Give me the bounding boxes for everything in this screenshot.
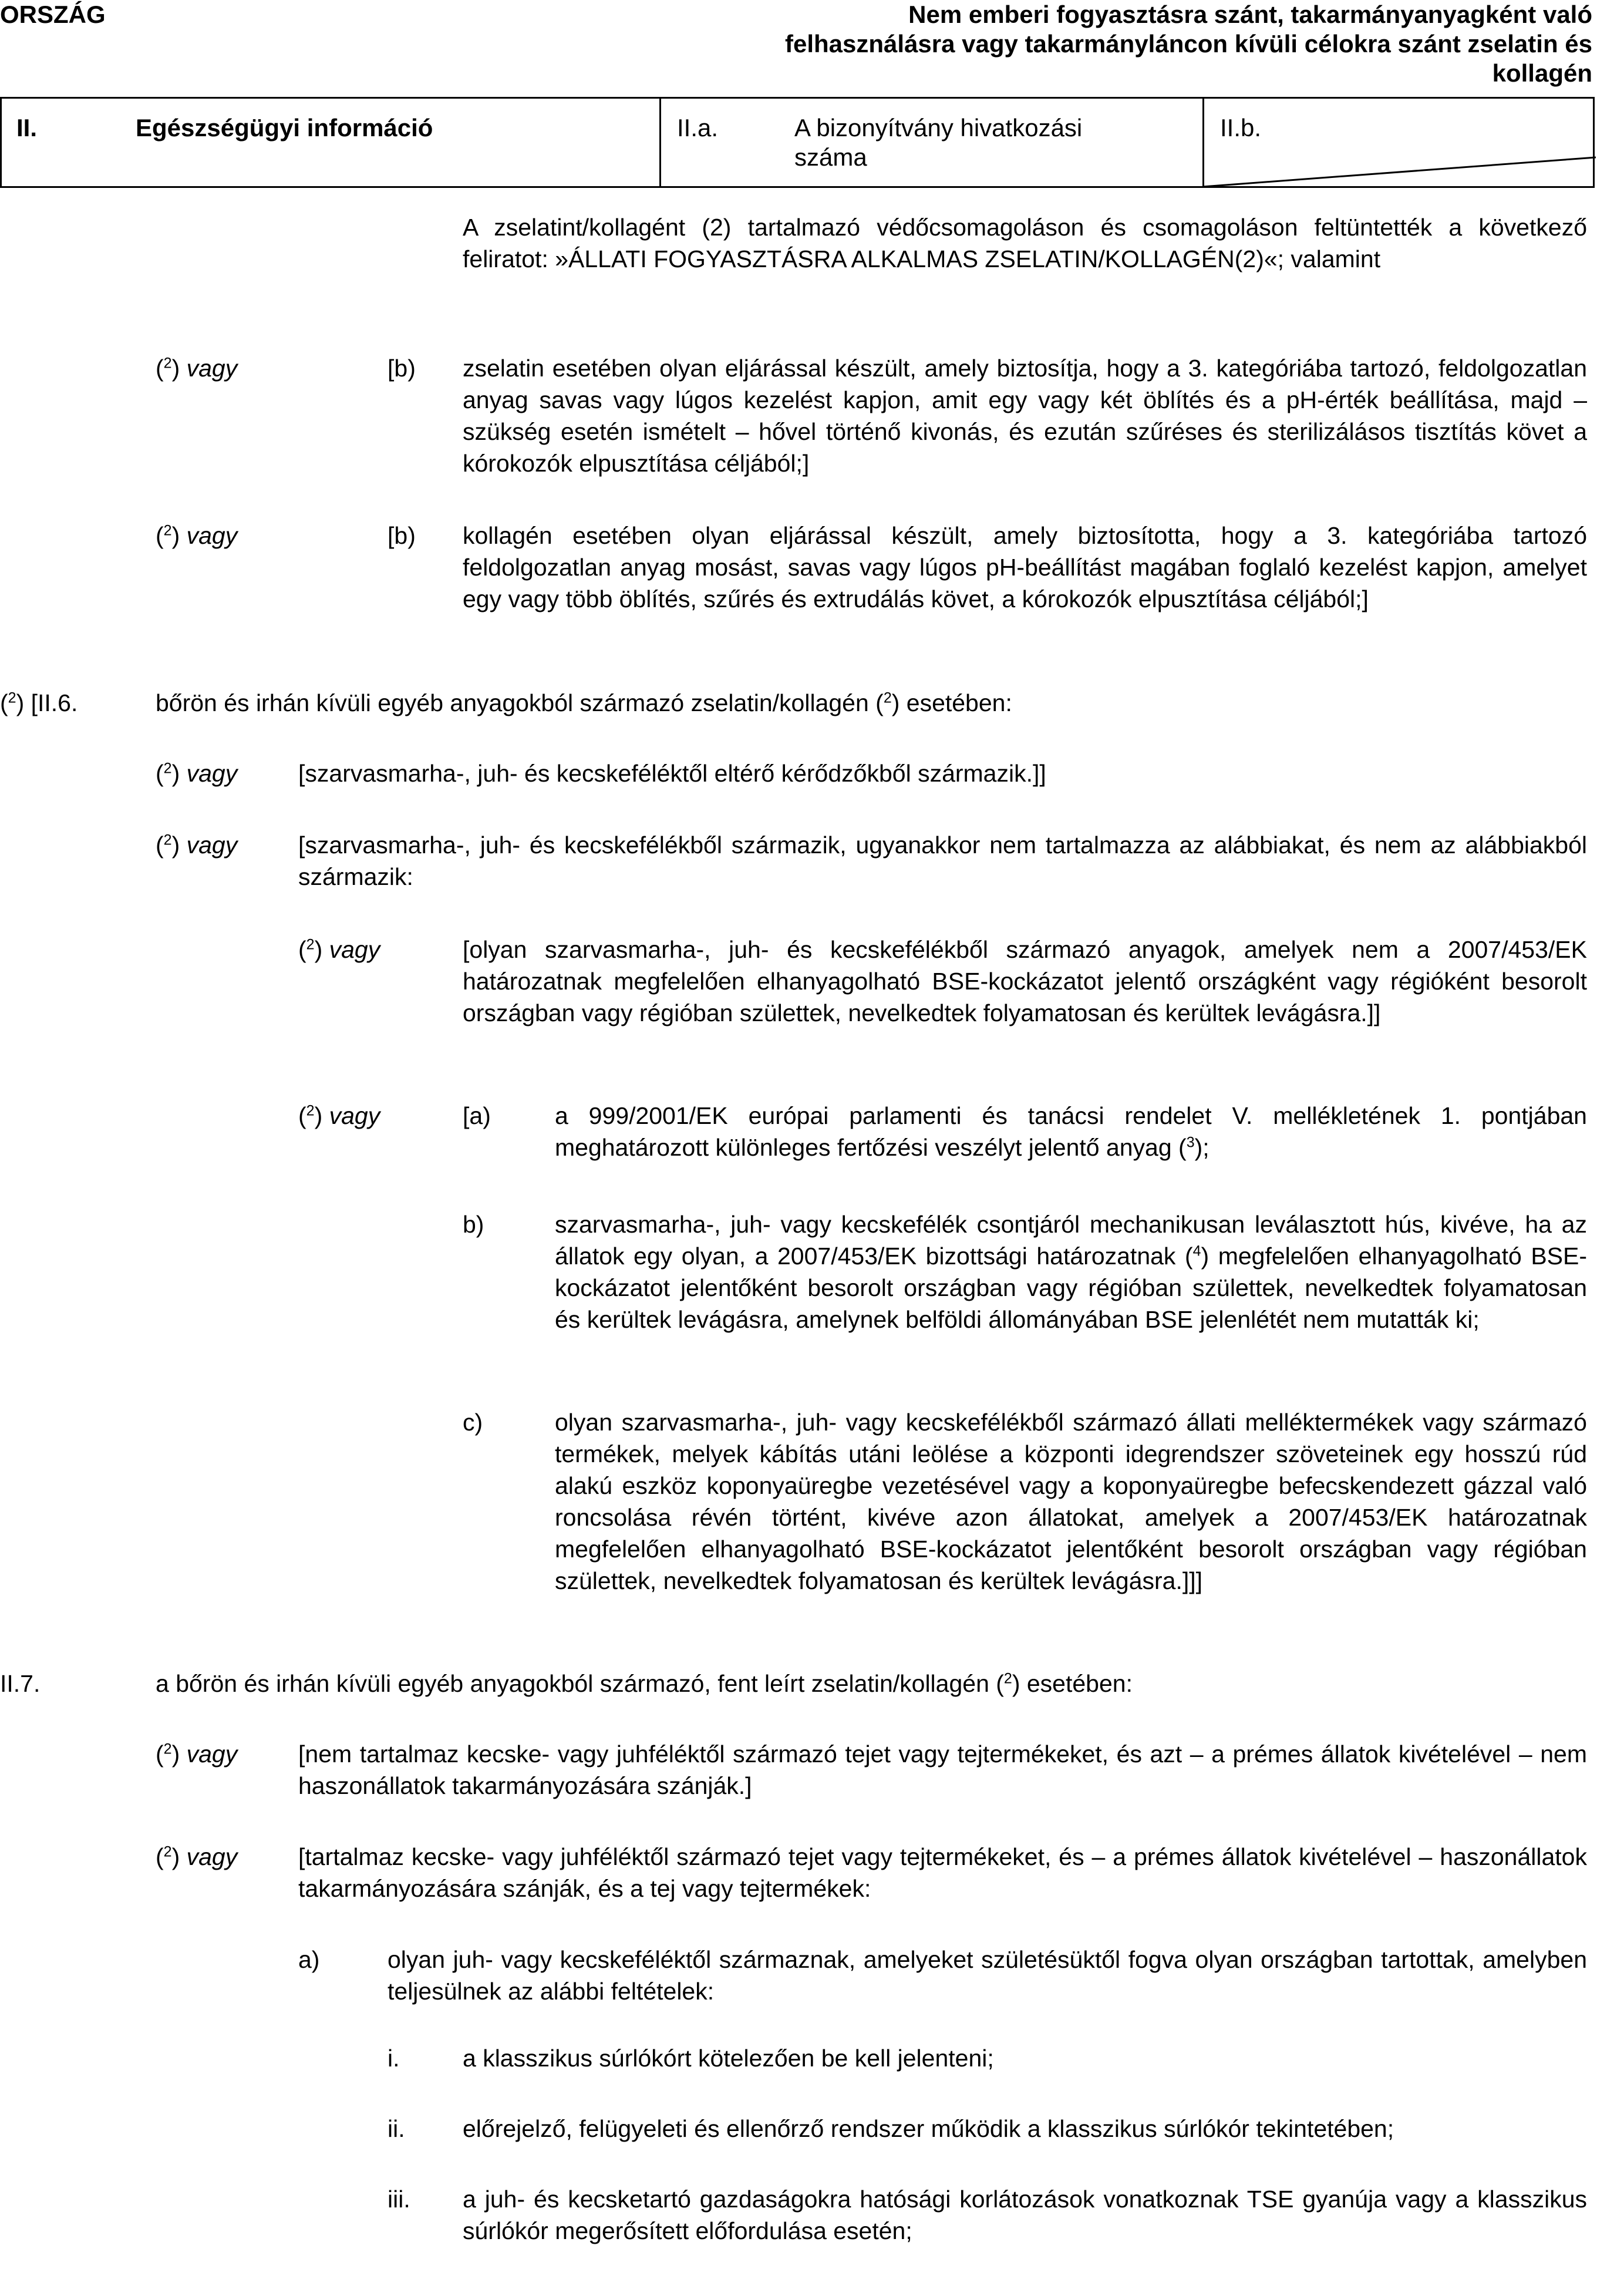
ref-number-label: II.a. <box>677 114 719 142</box>
country-label: ORSZÁG <box>0 1 106 28</box>
subitem-ii-text: előrejelző, felügyeleti és ellenőrző rendszer működik a klasszikus súrlókór tekintetében; <box>463 2115 1394 2142</box>
option-marker: ($^2$) vagy <box>298 936 380 963</box>
section-number: II. <box>16 114 38 142</box>
item-c-text: olyan szarvasmarha-, juh- vagy kecskefélékből származó állati melléktermékek vagy származó termékek, melyek kábítás utáni leölése a központi idegrendszer szöveteinek egy hosszú rúd alakú eszköz koponyaüregbe vezetésével vagy a koponyaüregbe befecskendezett gázzal való roncsolása révén történt, kivéve azon állatokat, amelyek a 2007/453/EK határozatnak megfelelően elhanyagolható BSE-kockázatot jelentőként besorolt országban vagy régióban születtek, nevelkedtek folyamatosan és kerültek levágásra.]]] <box>555 1409 1587 1594</box>
item-a-text: a 999/2001/EK európai parlamenti és tanácsi rendelet V. mellékletének 1. pontjában meghatározott különleges fertőzési veszélyt jelentő anyag ($^3$); <box>555 1102 1587 1161</box>
subitem-i-text: a klasszikus súrlókórt kötelezően be kell jelenteni; <box>463 2045 994 2072</box>
box-diagonal-line <box>1202 99 1596 187</box>
item-b-text: szarvasmarha-, juh- vagy kecskefélék csontjáról mechanikusan leválasztott hús, kivéve, ha az állatok egy olyan, a 2007/453/EK bizottsági határozatnak ($^4$) megfelelően elhanyagolható BSE-kockázatot jelentőként besorolt országban vagy régióban születtek, nevelkedtek folyamatosan és kerültek levágásra, amelynek belföldi állományában BSE jelenlétét nem mutatták ki; <box>555 1211 1588 1333</box>
subitem-iii-label: iii. <box>388 2186 410 2213</box>
item-a-label: [a) <box>463 1102 491 1129</box>
subitem-ii-label: ii. <box>388 2115 405 2142</box>
option-marker: ($^2$) vagy <box>156 355 238 382</box>
subitem-iii-text: a juh- és kecsketartó gazdaságokra hatósági korlátozások vonatkoznak TSE gyanúja vagy a klasszikus súrlókór megerősített előfordulása esetén; <box>463 2186 1587 2244</box>
ii6-option-2: [szarvasmarha-, juh- és kecskefélékből származik, ugyanakkor nem tartalmazza az alábbiakat, és nem az alábbiakból származik: <box>298 831 1587 890</box>
section-ii6-label: ($^2$) [II.6. <box>0 689 78 716</box>
section-header-box <box>0 97 1595 188</box>
packaging-label-paragraph: A zselatint/kollagént (2) tartalmazó védőcsomagoláson és csomagoláson feltüntették a következő feliratot: »ÁLLATI FOGYASZTÁSRA ALKALMAS ZSELATIN/KOLLAGÉN(2)«; valamint <box>463 214 1587 272</box>
option-marker: ($^2$) vagy <box>156 522 238 549</box>
section-ii7-label: II.7. <box>0 1670 41 1697</box>
item-b-label: b) <box>463 1211 484 1238</box>
item-c-label: c) <box>463 1409 483 1436</box>
section-ii7-text: a bőrön és irhán kívüli egyéb anyagokból származó, fent leírt zselatin/kollagén ($^2$) esetében: <box>156 1670 1133 1697</box>
certificate-reference-label: A bizonyítvány hivatkozási száma <box>794 114 1083 171</box>
collagen-process-paragraph: kollagén esetében olyan eljárással készült, amely biztosította, hogy a 3. kategóriába tartozó feldolgozatlan anyag mosást, savas vagy lúgos pH-beállítást magában foglaló kezelést kapjon, amelyet egy vagy több öblítés, szűrés és extrudálás követ, a kórokozók elpusztítása céljából;] <box>463 522 1587 612</box>
gelatin-process-paragraph: zselatin esetében olyan eljárással készült, amely biztosítja, hogy a 3. kategóriába tartozó, feldolgozatlan anyag savas vagy lúgos kezelést kapjon, amit egy vagy két öblítés és a pH-érték beállítása, majd – szükség esetén ismételt – hővel történő kivonás, és ezután szűréses és sterilizálásos tisztítás követ a kórokozók elpusztítása céljából;] <box>463 355 1587 477</box>
section-title: Egészségügyi információ <box>136 114 433 142</box>
option-marker: ($^2$) vagy <box>298 1102 380 1129</box>
option-b-label: [b) <box>388 522 416 549</box>
ii7-option-2: [tartalmaz kecske- vagy juhféléktől származó tejet vagy tejtermékeket, és – a prémes állatok kivételével – haszonállatok takarmányozására szánják, és a tej vagy tejtermékek: <box>298 1843 1587 1902</box>
option-marker: ($^2$) vagy <box>156 1843 238 1870</box>
ii7-item-a-label: a) <box>298 1946 320 1973</box>
option-marker: ($^2$) vagy <box>156 760 238 787</box>
box-divider <box>659 99 661 186</box>
ii7-option-1: [nem tartalmaz kecske- vagy juhféléktől származó tejet vagy tejtermékeket, és azt – a prémes állatok kivételével – nem haszonállatok takarmányozására szánják.] <box>298 1740 1587 1799</box>
subitem-i-label: i. <box>388 2045 400 2072</box>
option-marker: ($^2$) vagy <box>156 1740 238 1768</box>
ii6-option-2a: [olyan szarvasmarha-, juh- és kecskefélékből származó anyagok, amelyek nem a 2007/453/EK határozatnak megfelelően elhanyagolható BSE-kockázatot jelentő országként vagy régióként besorolt országban vagy régióban születtek, nevelkedtek folyamatosan és kerültek levágásra.]] <box>463 936 1587 1026</box>
section-ii6-text: bőrön és irhán kívüli egyéb anyagokból származó zselatin/kollagén ($^2$) esetében: <box>156 689 1012 716</box>
ii7-item-a-text: olyan juh- vagy kecskeféléktől származnak, amelyeket születésüktől fogva olyan országban tartottak, amelyben teljesülnek az alábbi feltételek: <box>388 1946 1587 2005</box>
option-b-label: [b) <box>388 355 416 382</box>
option-marker: ($^2$) vagy <box>156 831 238 859</box>
document-title: Nem emberi fogyasztásra szánt, takarmányanyagként való felhasználásra vagy takarmányláncon kívüli célokra szánt zselatin és kollagén <box>785 1 1592 87</box>
ref-b-label: II.b. <box>1220 114 1262 142</box>
ii6-option-1: [szarvasmarha-, juh- és kecskeféléktől eltérő kérődzőkből származik.]] <box>298 760 1046 787</box>
